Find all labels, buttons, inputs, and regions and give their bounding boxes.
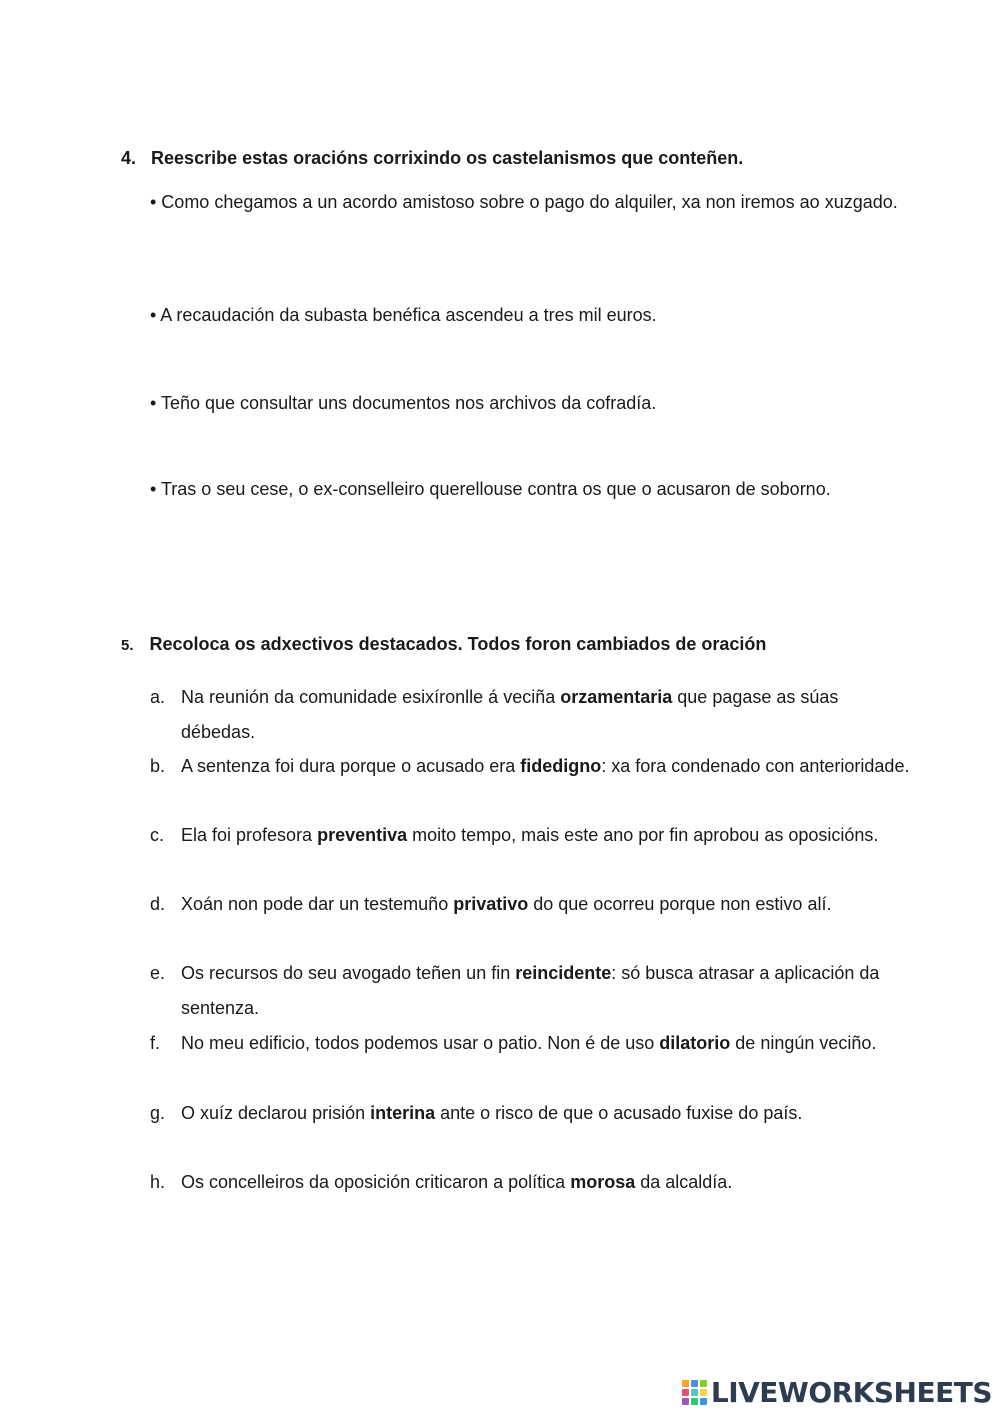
question-5-title bbox=[121, 634, 766, 655]
q5-item-h: h. Os concelleiros da oposición criticaron a política morosa da alcaldía. bbox=[150, 1165, 910, 1200]
logo-mark-icon bbox=[682, 1380, 707, 1405]
question-4-text: Reescribe estas oracións corrixindo os castelanismos que conteñen. bbox=[151, 148, 744, 168]
question-5-text: Recoloca os adxectivos destacados. Todos foron cambiados de oración bbox=[149, 634, 767, 654]
q5-item-a: a. Na reunión da comunidade esixíronlle á veciña orzamentaria que pagase as súas débedas. bbox=[150, 680, 910, 750]
item-label: d. bbox=[150, 894, 166, 914]
q4-sentence-1: • Como chegamos a un acordo amistoso sobre o pago do alquiler, xa non iremos ao xuzgado. bbox=[150, 192, 898, 212]
item-label: h. bbox=[150, 1172, 166, 1192]
item-label: g. bbox=[150, 1103, 166, 1123]
highlighted-adjective: fidedigno bbox=[520, 756, 602, 776]
highlighted-adjective: reincidente bbox=[515, 963, 612, 983]
q5-item-e: e. Os recursos do seu avogado teñen un fin reincidente: só busca atrasar a aplicación da sentenza. bbox=[150, 956, 910, 1026]
item-label: e. bbox=[150, 963, 166, 983]
highlighted-adjective: interina bbox=[370, 1103, 436, 1123]
q5-item-b: b. A sentenza foi dura porque o acusado era fidedigno: xa fora condenado con anterioridade. bbox=[150, 749, 910, 784]
logo-tile bbox=[682, 1380, 689, 1387]
logo-text: LIVEWORKSHEETS bbox=[710, 1375, 992, 1409]
logo-tile bbox=[700, 1389, 707, 1396]
highlighted-adjective: orzamentaria bbox=[560, 687, 673, 707]
q5-item-d: d. Xoán non pode dar un testemuño privativo do que ocorreu porque non estivo alí. bbox=[150, 887, 910, 922]
item-label: a. bbox=[150, 687, 166, 707]
q4-sentence-3: • Teño que consultar uns documentos nos archivos da cofradía. bbox=[150, 393, 657, 413]
question-5-number: 5. bbox=[121, 637, 134, 654]
logo-tile bbox=[691, 1398, 698, 1405]
question-4-title bbox=[121, 148, 743, 169]
highlighted-adjective: morosa bbox=[570, 1172, 636, 1192]
item-label: b. bbox=[150, 756, 166, 776]
q4-sentence-4: • Tras o seu cese, o ex-conselleiro querellouse contra os que o acusaron de soborno. bbox=[150, 479, 831, 499]
logo-tile bbox=[682, 1389, 689, 1396]
logo-tile bbox=[691, 1380, 698, 1387]
q5-item-f: f. No meu edificio, todos podemos usar o patio. Non é de uso dilatorio de ningún veciño. bbox=[150, 1026, 910, 1061]
q5-item-g: g. O xuíz declarou prisión interina ante o risco de que o acusado fuxise do país. bbox=[150, 1096, 910, 1131]
q5-item-c: c. Ela foi profesora preventiva moito tempo, mais este ano por fin aprobou as oposicións. bbox=[150, 818, 910, 853]
logo-tile bbox=[682, 1398, 689, 1405]
logo-tile bbox=[700, 1380, 707, 1387]
item-label: c. bbox=[150, 825, 165, 845]
q4-sentence-2: • A recaudación da subasta benéfica ascendeu a tres mil euros. bbox=[150, 305, 657, 325]
question-4-number: 4. bbox=[121, 148, 137, 168]
highlighted-adjective: dilatorio bbox=[659, 1033, 731, 1053]
highlighted-adjective: preventiva bbox=[317, 825, 408, 845]
item-label: f. bbox=[150, 1033, 161, 1053]
logo-tile bbox=[691, 1389, 698, 1396]
logo-tile bbox=[700, 1398, 707, 1405]
liveworksheets-logo[interactable] bbox=[682, 1376, 992, 1408]
highlighted-adjective: privativo bbox=[453, 894, 529, 914]
